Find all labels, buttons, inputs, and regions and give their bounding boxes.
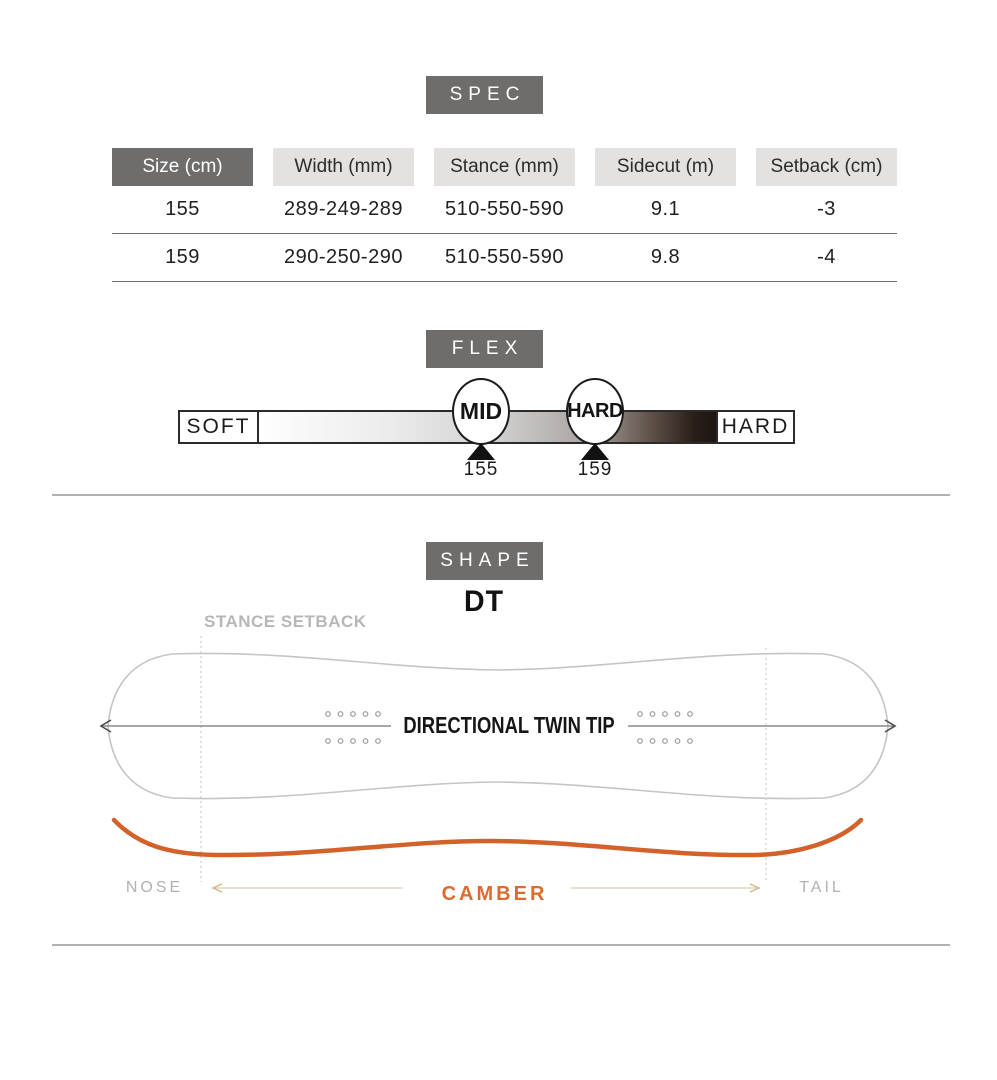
camber-label: CAMBER (441, 883, 548, 905)
size-value: 155 (165, 198, 200, 220)
flex-size-159: 159 (577, 459, 613, 480)
flex-hard-label: HARD (716, 412, 793, 442)
flex-marker-label: HARD (567, 400, 623, 422)
stance-setback-label: STANCE SETBACK (204, 612, 367, 631)
camber-profile-curve (114, 820, 861, 855)
board-shape-label: DIRECTIONAL TWIN TIP (403, 712, 615, 738)
shape-section-label: SHAPE (440, 550, 535, 571)
spec-header-size: Size (cm) (112, 148, 253, 186)
stance-value: 510-550-590 (445, 246, 564, 268)
model-code: DT (464, 585, 504, 618)
spec-header-sidecut: Sidecut (m) (595, 148, 736, 186)
width-value: 290-250-290 (284, 246, 403, 268)
stance-value: 510-550-590 (445, 198, 564, 220)
spec-header-setback: Setback (cm) (756, 148, 897, 186)
flex-section-label: FLEX (451, 338, 524, 359)
nose-label: NOSE (125, 879, 184, 896)
spec-header-width: Width (mm) (273, 148, 414, 186)
spec-header-stance: Stance (mm) (434, 148, 575, 186)
spec-section-label: SPEC (449, 84, 526, 105)
flex-soft-label: SOFT (180, 412, 259, 442)
bottom-divider (52, 944, 950, 946)
width-value: 289-249-289 (284, 198, 403, 220)
sidecut-value: 9.1 (650, 198, 681, 220)
flex-size-155: 155 (463, 459, 499, 480)
tail-label: TAIL (799, 879, 844, 896)
setback-value: -3 (817, 198, 836, 220)
setback-value: -4 (817, 246, 836, 268)
sidecut-value: 9.8 (650, 246, 681, 268)
size-value: 159 (165, 246, 200, 268)
flex-marker-label: MID (459, 398, 503, 424)
